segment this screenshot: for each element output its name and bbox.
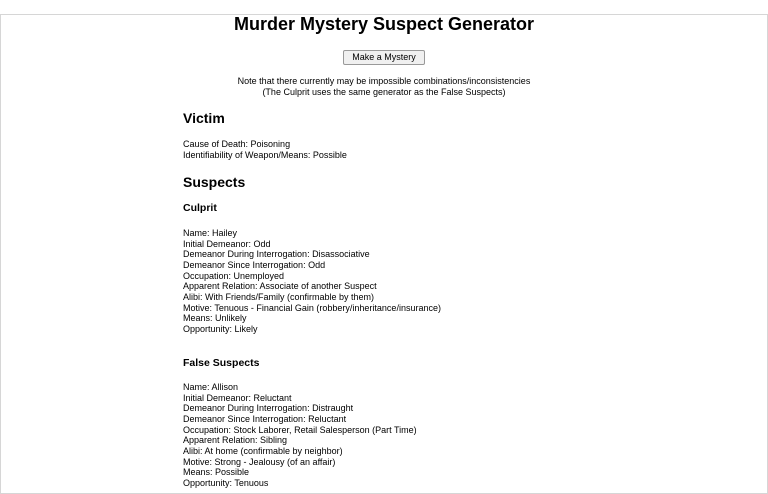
victim-heading: Victim	[183, 110, 225, 127]
note-line-2: (The Culprit uses the same generator as the False Suspects)	[262, 86, 506, 97]
button-row	[183, 47, 585, 65]
false-suspect-detail-line: Name: Allison	[183, 381, 239, 392]
culprit-detail-line: Apparent Relation: Associate of another Suspect	[183, 281, 377, 292]
culprit-detail-line: Demeanor During Interrogation: Disassociative	[183, 249, 370, 260]
false-suspect-detail-line: Apparent Relation: Sibling	[183, 435, 288, 446]
victim-detail-line: Identifiability of Weapon/Means: Possible	[183, 150, 347, 161]
false-suspect-detail-line: Demeanor During Interrogation: Distraught	[183, 403, 354, 414]
false-suspect-detail-line: Occupation: Stock Laborer, Retail Salesperson (Part Time)	[183, 424, 417, 435]
false-suspect-detail-line: Initial Demeanor: Reluctant	[183, 392, 292, 403]
culprit-detail-line: Opportunity: Likely	[183, 324, 258, 335]
culprit-details	[183, 228, 585, 335]
culprit-detail-line: Occupation: Unemployed	[183, 270, 285, 281]
false-suspect-detail-line: Means: Possible	[183, 467, 250, 478]
note-text	[183, 76, 585, 97]
culprit-detail-line: Means: Unlikely	[183, 313, 247, 324]
make-a-mystery-button[interactable]: Make a Mystery	[343, 50, 425, 65]
culprit-detail-line: Motive: Tenuous - Financial Gain (robbery/inheritance/insurance)	[183, 302, 441, 313]
false-suspect-details	[183, 382, 585, 489]
page-title: Murder Mystery Suspect Generator	[233, 14, 535, 34]
culprit-detail-line: Initial Demeanor: Odd	[183, 238, 271, 249]
page	[0, 14, 768, 494]
culprit-heading: Culprit	[183, 201, 217, 214]
false-suspect-detail-line: Motive: Strong - Jealousy (of an affair)	[183, 456, 336, 467]
culprit-detail-line: Demeanor Since Interrogation: Odd	[183, 259, 326, 270]
note-line-1: Note that there currently may be impossible combinations/inconsistencies	[237, 76, 531, 86]
victim-details	[183, 139, 585, 160]
victim-detail-line: Cause of Death: Poisoning	[183, 139, 291, 150]
suspects-heading: Suspects	[183, 173, 246, 190]
false-suspect-detail-line: Opportunity: Tenuous	[183, 478, 269, 489]
false-suspect-detail-line: Demeanor Since Interrogation: Reluctant	[183, 413, 347, 424]
false-suspect-detail-line: Alibi: At home (confirmable by neighbor)	[183, 446, 343, 457]
culprit-detail-line: Alibi: With Friends/Family (confirmable by them)	[183, 292, 375, 303]
culprit-detail-line: Name: Hailey	[183, 227, 238, 238]
content-container	[183, 14, 585, 489]
false-suspects-heading: False Suspects	[183, 356, 260, 369]
